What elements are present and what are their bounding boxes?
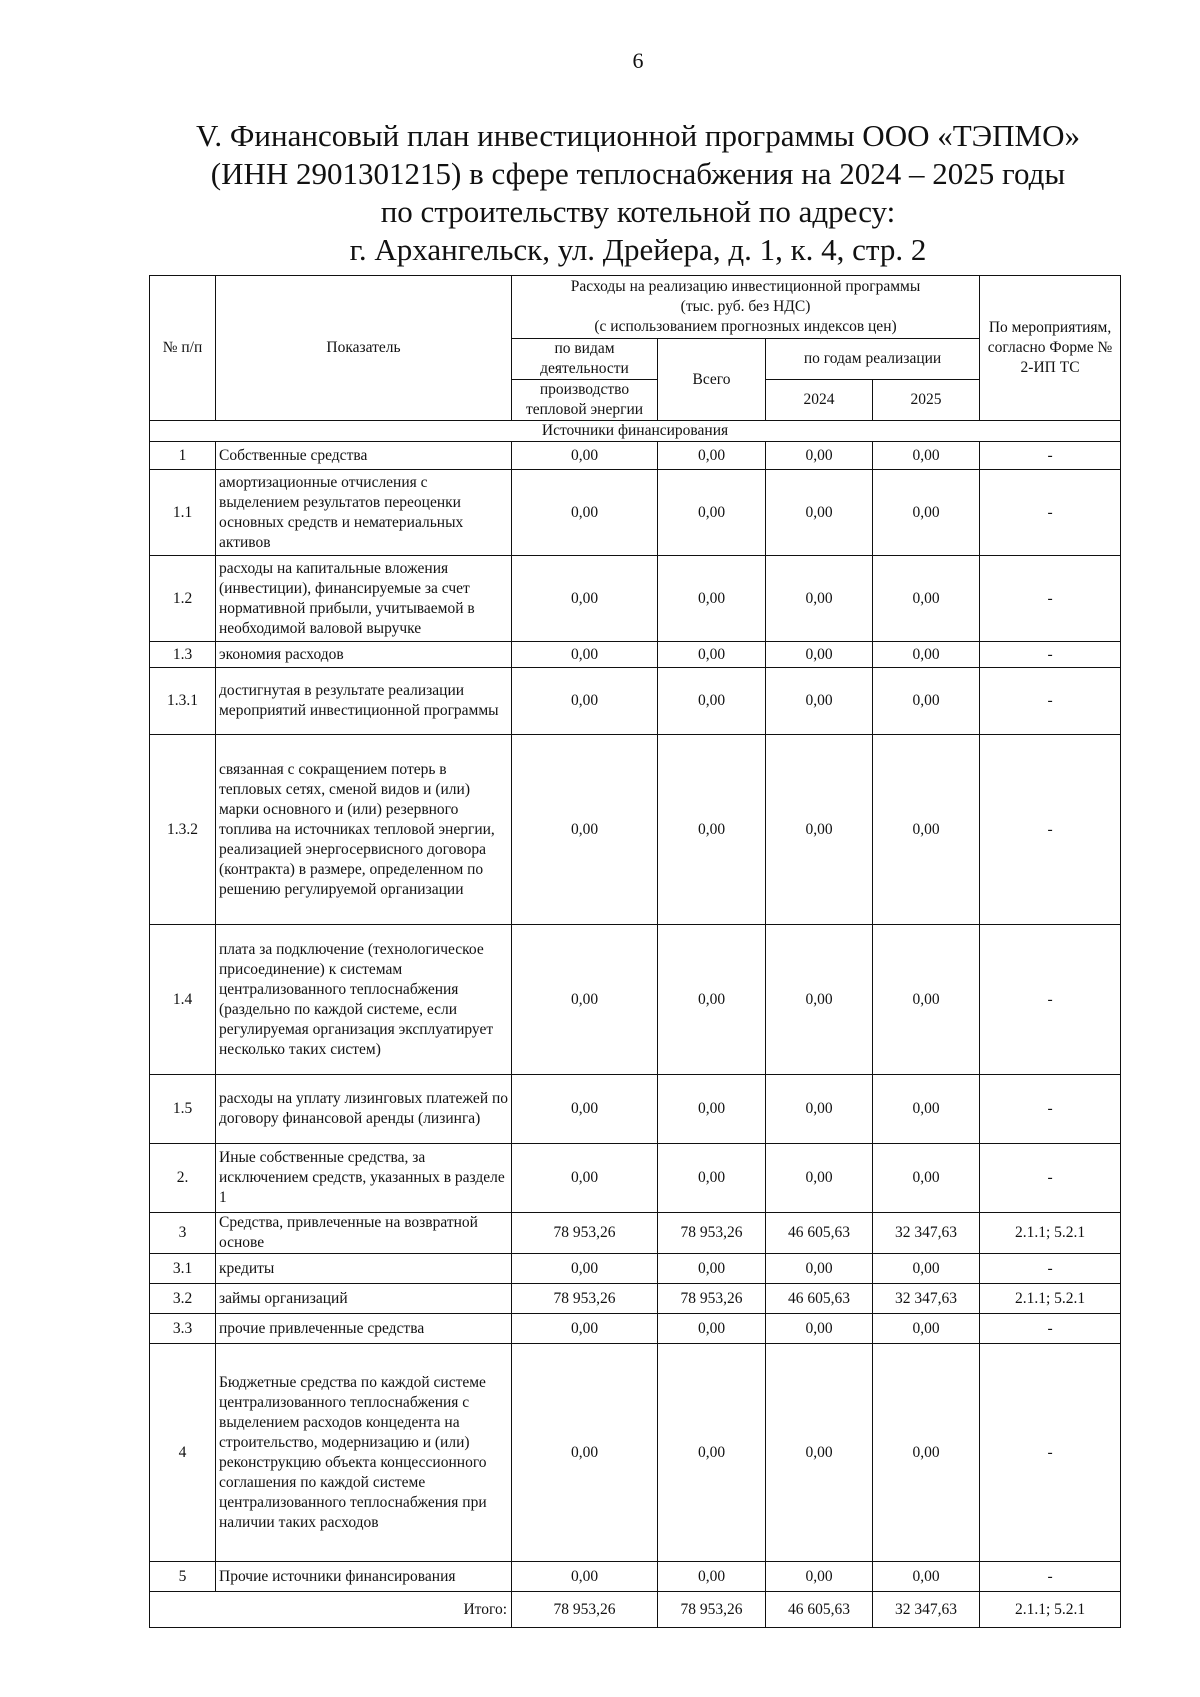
header-heat-production: производство тепловой энергии [512, 380, 658, 421]
row-measures: - [980, 556, 1121, 642]
row-indicator: амортизационные отчисления с выделением результатов переоценки основных средств и нематериальных активов [216, 470, 512, 556]
table-row [150, 642, 1121, 668]
row-num: 1 [150, 442, 216, 470]
row-heat-production: 78 953,26 [512, 1284, 658, 1314]
row-num: 2. [150, 1144, 216, 1213]
header-num: № п/п [150, 276, 216, 421]
financial-plan-table [149, 275, 1121, 1628]
table-row [150, 735, 1121, 925]
table-row [150, 470, 1121, 556]
table-row [150, 1284, 1121, 1314]
header-year-2024: 2024 [766, 380, 873, 421]
row-2025: 32 347,63 [873, 1284, 980, 1314]
table-row [150, 1562, 1121, 1592]
table-row [150, 1344, 1121, 1562]
row-total: 0,00 [658, 1254, 766, 1284]
row-2025: 0,00 [873, 470, 980, 556]
row-heat-production: 78 953,26 [512, 1213, 658, 1254]
row-measures: - [980, 1562, 1121, 1592]
table-row [150, 1075, 1121, 1144]
table-row [150, 556, 1121, 642]
row-measures: - [980, 470, 1121, 556]
header-measures: По мероприятиям, согласно Форме № 2-ИП ТС [980, 276, 1121, 421]
total-2025: 32 347,63 [873, 1592, 980, 1628]
row-total: 0,00 [658, 556, 766, 642]
title-line: (ИНН 2901301215) в сфере теплоснабжения на 2024 – 2025 годы [210, 156, 1066, 191]
row-heat-production: 0,00 [512, 735, 658, 925]
total-heat-production: 78 953,26 [512, 1592, 658, 1628]
page-number: 6 [632, 48, 644, 73]
row-2024: 0,00 [766, 1314, 873, 1344]
row-num: 1.3.2 [150, 735, 216, 925]
table-row [150, 1213, 1121, 1254]
row-num: 3 [150, 1213, 216, 1254]
row-total: 0,00 [658, 642, 766, 668]
row-2024: 0,00 [766, 1075, 873, 1144]
row-heat-production: 0,00 [512, 1314, 658, 1344]
row-total: 0,00 [658, 442, 766, 470]
table-row [150, 1254, 1121, 1284]
total-measures: 2.1.1; 5.2.1 [980, 1592, 1121, 1628]
row-num: 1.3.1 [150, 668, 216, 735]
table-row [150, 668, 1121, 735]
row-total: 0,00 [658, 1144, 766, 1213]
row-total: 0,00 [658, 735, 766, 925]
row-2025: 0,00 [873, 642, 980, 668]
row-2024: 46 605,63 [766, 1213, 873, 1254]
document-title [0, 117, 1200, 269]
row-indicator: Прочие источники финансирования [216, 1562, 512, 1592]
row-measures: - [980, 1344, 1121, 1562]
header-expenses-line: (с использованием прогнозных индексов цен) [594, 318, 897, 335]
table-row [150, 1314, 1121, 1344]
row-indicator: расходы на капитальные вложения (инвестиции), финансируемые за счет нормативной прибыли, учитываемой в необходимой валовой выручке [216, 556, 512, 642]
row-2025: 0,00 [873, 1562, 980, 1592]
row-2024: 0,00 [766, 1344, 873, 1562]
row-heat-production: 0,00 [512, 1075, 658, 1144]
row-total: 78 953,26 [658, 1284, 766, 1314]
row-2024: 0,00 [766, 668, 873, 735]
row-2025: 0,00 [873, 556, 980, 642]
section-title: Источники финансирования [150, 421, 1121, 442]
row-total: 0,00 [658, 1344, 766, 1562]
row-2024: 0,00 [766, 556, 873, 642]
row-2024: 0,00 [766, 470, 873, 556]
title-line: по строительству котельной по адресу: [380, 194, 896, 229]
row-2024: 0,00 [766, 1562, 873, 1592]
row-2025: 0,00 [873, 442, 980, 470]
row-measures: - [980, 442, 1121, 470]
row-2025: 0,00 [873, 735, 980, 925]
row-indicator: плата за подключение (технологическое присоединение) к системам централизованного теплоснабжения (раздельно по каждой системе, если регулируемая организация эксплуатирует несколько таких систем) [216, 925, 512, 1075]
row-indicator: кредиты [216, 1254, 512, 1284]
table-row [150, 1144, 1121, 1213]
row-num: 4 [150, 1344, 216, 1562]
row-indicator: связанная с сокращением потерь в тепловых сетях, сменой видов и (или) марки основного и (или) резервного топлива на источниках тепловой энергии, реализацией энергосервисного договора (контракта) в размере, определенном по решению регулируемой организации [216, 735, 512, 925]
row-measures: - [980, 1314, 1121, 1344]
row-2025: 0,00 [873, 1254, 980, 1284]
row-measures: - [980, 925, 1121, 1075]
row-heat-production: 0,00 [512, 442, 658, 470]
row-indicator: займы организаций [216, 1284, 512, 1314]
row-num: 1.1 [150, 470, 216, 556]
row-2024: 0,00 [766, 735, 873, 925]
row-heat-production: 0,00 [512, 925, 658, 1075]
total-label: Итого: [150, 1592, 512, 1628]
row-indicator: экономия расходов [216, 642, 512, 668]
total-row [150, 1592, 1121, 1628]
row-2025: 32 347,63 [873, 1213, 980, 1254]
header-expenses [512, 276, 980, 339]
row-heat-production: 0,00 [512, 668, 658, 735]
row-measures: - [980, 1144, 1121, 1213]
row-2025: 0,00 [873, 668, 980, 735]
row-num: 1.5 [150, 1075, 216, 1144]
row-num: 3.1 [150, 1254, 216, 1284]
row-measures: - [980, 668, 1121, 735]
row-heat-production: 0,00 [512, 642, 658, 668]
row-2024: 0,00 [766, 442, 873, 470]
row-total: 78 953,26 [658, 1213, 766, 1254]
row-2025: 0,00 [873, 1344, 980, 1562]
row-heat-production: 0,00 [512, 1344, 658, 1562]
row-total: 0,00 [658, 668, 766, 735]
row-indicator: расходы на уплату лизинговых платежей по договору финансовой аренды (лизинга) [216, 1075, 512, 1144]
row-heat-production: 0,00 [512, 470, 658, 556]
row-indicator: Собственные средства [216, 442, 512, 470]
row-measures: - [980, 735, 1121, 925]
row-total: 0,00 [658, 1562, 766, 1592]
row-measures: - [980, 642, 1121, 668]
row-heat-production: 0,00 [512, 1562, 658, 1592]
row-num: 1.3 [150, 642, 216, 668]
row-total: 0,00 [658, 1314, 766, 1344]
total-total: 78 953,26 [658, 1592, 766, 1628]
total-2024: 46 605,63 [766, 1592, 873, 1628]
row-indicator: Бюджетные средства по каждой системе централизованного теплоснабжения с выделением расходов концедента на строительство, модернизацию и (или) реконструкцию объекта концессионного соглашения по каждой системе централизованного теплоснабжения при наличии таких расходов [216, 1344, 512, 1562]
row-indicator: Средства, привлеченные на возвратной основе [216, 1213, 512, 1254]
row-num: 3.2 [150, 1284, 216, 1314]
row-indicator: прочие привлеченные средства [216, 1314, 512, 1344]
table-row [150, 925, 1121, 1075]
row-total: 0,00 [658, 925, 766, 1075]
row-total: 0,00 [658, 1075, 766, 1144]
row-num: 3.3 [150, 1314, 216, 1344]
row-2025: 0,00 [873, 1314, 980, 1344]
table-row [150, 442, 1121, 470]
row-2025: 0,00 [873, 1144, 980, 1213]
row-num: 1.4 [150, 925, 216, 1075]
row-2025: 0,00 [873, 925, 980, 1075]
row-2024: 0,00 [766, 925, 873, 1075]
title-line: V. Финансовый план инвестиционной программы ООО «ТЭПМО» [196, 118, 1080, 153]
header-by-activity: по видам деятельности [512, 339, 658, 380]
row-measures: 2.1.1; 5.2.1 [980, 1213, 1121, 1254]
row-indicator: Иные собственные средства, за исключением средств, указанных в разделе 1 [216, 1144, 512, 1213]
row-indicator: достигнутая в результате реализации мероприятий инвестиционной программы [216, 668, 512, 735]
header-expenses-line: (тыс. руб. без НДС) [680, 298, 811, 315]
header-year-2025: 2025 [873, 380, 980, 421]
header-total: Всего [658, 339, 766, 421]
row-num: 1.2 [150, 556, 216, 642]
header-expenses-line: Расходы на реализацию инвестиционной программы [570, 278, 921, 295]
row-heat-production: 0,00 [512, 556, 658, 642]
row-2025: 0,00 [873, 1075, 980, 1144]
header-by-years: по годам реализации [766, 339, 980, 380]
title-line: г. Архангельск, ул. Дрейера, д. 1, к. 4, стр. 2 [349, 232, 927, 267]
row-2024: 0,00 [766, 642, 873, 668]
row-measures: - [980, 1254, 1121, 1284]
row-num: 5 [150, 1562, 216, 1592]
row-heat-production: 0,00 [512, 1144, 658, 1213]
header-indicator: Показатель [216, 276, 512, 421]
row-2024: 0,00 [766, 1144, 873, 1213]
row-measures: - [980, 1075, 1121, 1144]
row-heat-production: 0,00 [512, 1254, 658, 1284]
row-2024: 0,00 [766, 1254, 873, 1284]
row-2024: 46 605,63 [766, 1284, 873, 1314]
row-measures: 2.1.1; 5.2.1 [980, 1284, 1121, 1314]
row-total: 0,00 [658, 470, 766, 556]
